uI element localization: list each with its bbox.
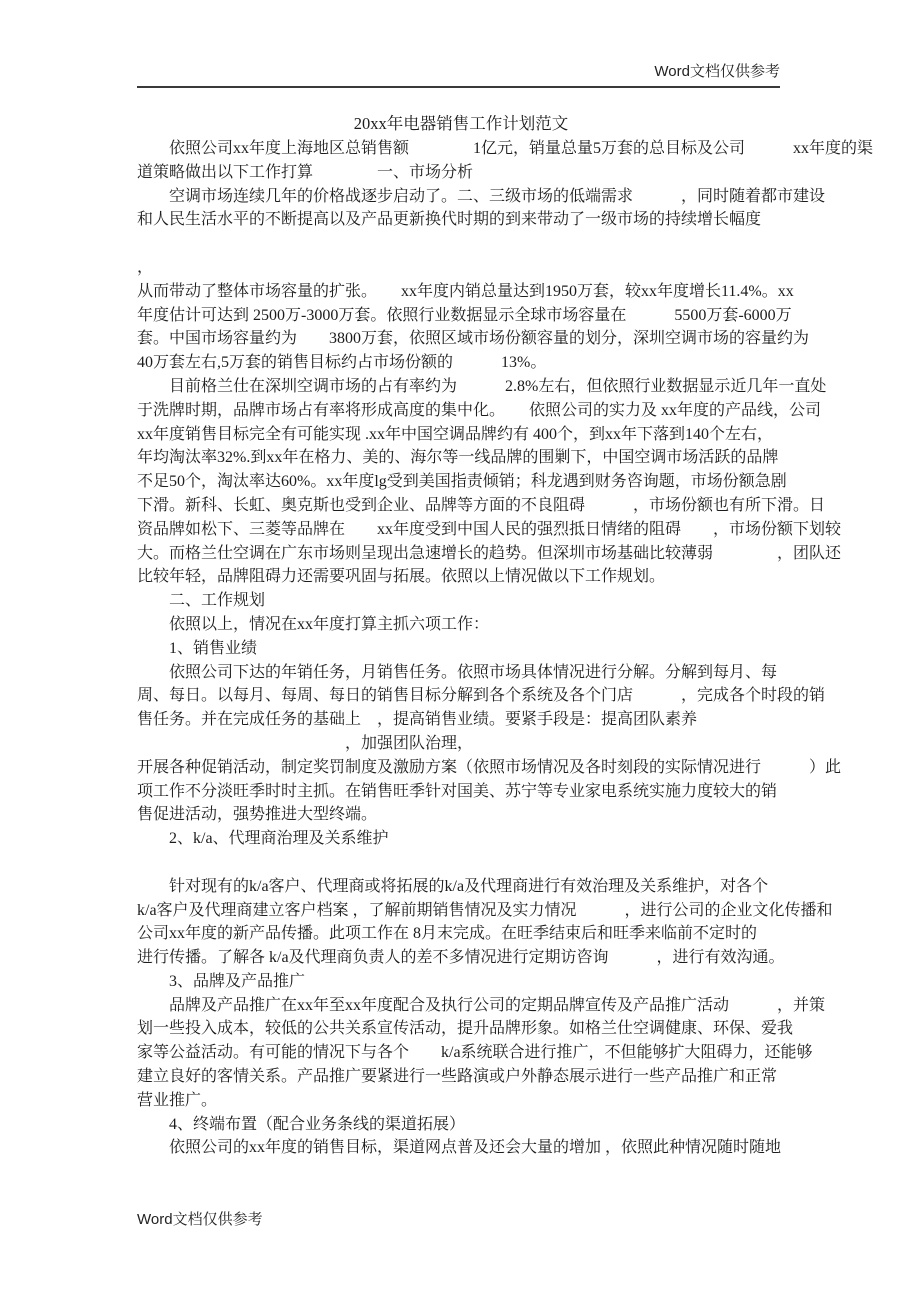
- text-line: 下滑。新科、长虹、奥克斯也受到企业、品牌等方面的不良阻碍 ，市场份额也有所下滑。日: [137, 496, 826, 514]
- text-line: 1、销售业绩: [137, 639, 258, 657]
- text-line: ，加强团队治理，: [137, 734, 474, 752]
- text-line: [137, 232, 797, 256]
- text-line: 资品牌如松下、三菱等品牌在 xx年度受到中国人民的强烈抵日情绪的阻碍 ，市场份额下划较: [137, 520, 842, 538]
- text-line: 套。中国市场容量约为 3800万套，依照区域市场份额容量的划分，深圳空调市场的容量约为: [137, 330, 810, 348]
- text-line: 开展各种促销活动，制定奖罚制度及激励方案（依照市场情况及各时刻段的实际情况进行 ）此: [137, 758, 842, 776]
- text-line: 不足50个，淘汰率达60%。xx年度lg受到美国指责倾销；科龙遇到财务咨询题，市场份额急剧: [137, 473, 787, 491]
- document-title: 20xx年电器销售工作计划范文: [353, 114, 569, 133]
- header-note: Word文档仅供参考: [654, 63, 780, 80]
- text-line: [137, 851, 797, 875]
- text-line: 售任务。并在完成任务的基础上 ，提高销售业绩。要紧手段是：提高团队素养: [137, 711, 698, 729]
- footer-note: Word文档仅供参考: [137, 1211, 263, 1228]
- text-line: 建立良好的客情关系。产品推广要紧进行一些路演或户外静态展示进行一些产品推广和正常: [137, 1068, 778, 1086]
- text-line: 道策略做出以下工作打算 一、市场分析: [137, 163, 474, 181]
- text-line: xx年度销售目标完全有可能实现 .xx年中国空调品牌约有 400个，到xx年下落到140个左右，: [137, 425, 774, 443]
- text-line: 4、终端布置（配合业务条线的渠道拓展）: [137, 1115, 466, 1133]
- text-line: 依照公司的xx年度的销售目标，渠道网点普及还会大量的增加 ，依照此种情况随时随地: [137, 1139, 782, 1157]
- text-line: 从而带动了整体市场容量的扩张。 xx年度内销总量达到1950万套，较xx年度增长11.4%。xx: [137, 282, 794, 300]
- text-line: 3、品牌及产品推广: [137, 972, 306, 990]
- text-line: 依照公司xx年度上海地区总销售额 1亿元，销量总量5万套的总目标及公司 xx年度的渠: [137, 140, 874, 157]
- text-line: 公司xx年度的新产品传播。此项工作在 8月末完成。在旺季结束后和旺季来临前不定时的: [137, 925, 758, 943]
- text-line: 周、每日。以每月、每周、每日的销售目标分解到各个系统及各个门店 ，完成各个时段的销: [137, 687, 826, 705]
- text-line: 于洗牌时期，品牌市场占有率将形成高度的集中化。 依照公司的实力及 xx年度的产品线，公司: [137, 401, 822, 419]
- text-line: 年度估计可达到 2500万-3000万套。依照行业数据显示全球市场容量在 5500万套-6000万: [137, 306, 792, 324]
- text-line: 进行传播。了解各 k/a及代理商负责人的差不多情况进行定期访咨询 ，进行有效沟通。: [137, 949, 785, 967]
- text-line: 大。而格兰仕空调在广东市场则呈现出急速增长的趋势。但深圳市场基础比较薄弱 ，团队还: [137, 544, 842, 562]
- text-line: 售促进活动，强势推进大型终端。: [137, 806, 378, 824]
- text-line: 目前格兰仕在深圳空调市场的占有率约为 2.8%左右，但依照行业数据显示近几年一直处: [137, 377, 827, 395]
- text-line: 和人民生活水平的不断提高以及产品更新换代时期的到来带动了一级市场的持续增长幅度: [137, 211, 762, 229]
- text-line: 2、k/a、代理商治理及关系维护: [137, 830, 389, 848]
- text-line: 营业推广。: [137, 1091, 218, 1109]
- text-line: 项工作不分淡旺季时时主抓。在销售旺季针对国美、苏宁等专业家电系统实施力度较大的销: [137, 782, 778, 800]
- text-line: 依照公司下达的年销任务，月销售任务。依照市场具体情况进行分解。分解到每月、每: [137, 663, 778, 681]
- text-line: 比较年轻，品牌阻碍力还需要巩固与拓展。依照以上情况做以下工作规划。: [137, 568, 666, 586]
- text-line: 品牌及产品推广在xx年至xx年度配合及执行公司的定期品牌宣传及产品推广活动 ，并策: [137, 996, 826, 1014]
- text-line: k/a客户及代理商建立客户档案 ，了解前期销售情况及实力情况 ，进行公司的企业文化传播和: [137, 901, 833, 919]
- text-line: 年均淘汰率32%.到xx年在格力、美的、海尔等一线品牌的围剿下，中国空调市场活跃的品牌: [137, 449, 779, 467]
- text-line: 划一些投入成本，较低的公共关系宣传活动，提升品牌形象。如格兰仕空调健康、环保、爱我: [137, 1020, 794, 1038]
- text-line: 家等公益活动。有可能的情况下与各个 k/a系统联合进行推广，不但能够扩大阻碍力，还能够: [137, 1044, 813, 1062]
- header-divider: [137, 86, 780, 88]
- text-line: 40万套左右,5万套的销售目标约占市场份额的 13%。: [137, 354, 547, 372]
- text-line: 依照以上，情况在xx年度打算主抓六项工作：: [137, 615, 490, 633]
- text-line: 针对现有的k/a客户、代理商或将拓展的k/a及代理商进行有效治理及关系维护，对各个: [137, 877, 769, 895]
- document-body: [137, 137, 874, 1160]
- text-line: ，: [137, 258, 154, 276]
- text-line: 二、工作规划: [137, 592, 266, 610]
- text-line: 空调市场连续几年的价格战逐步启动了。二、三级市场的低端需求 ，同时随着都市建设: [137, 187, 826, 205]
